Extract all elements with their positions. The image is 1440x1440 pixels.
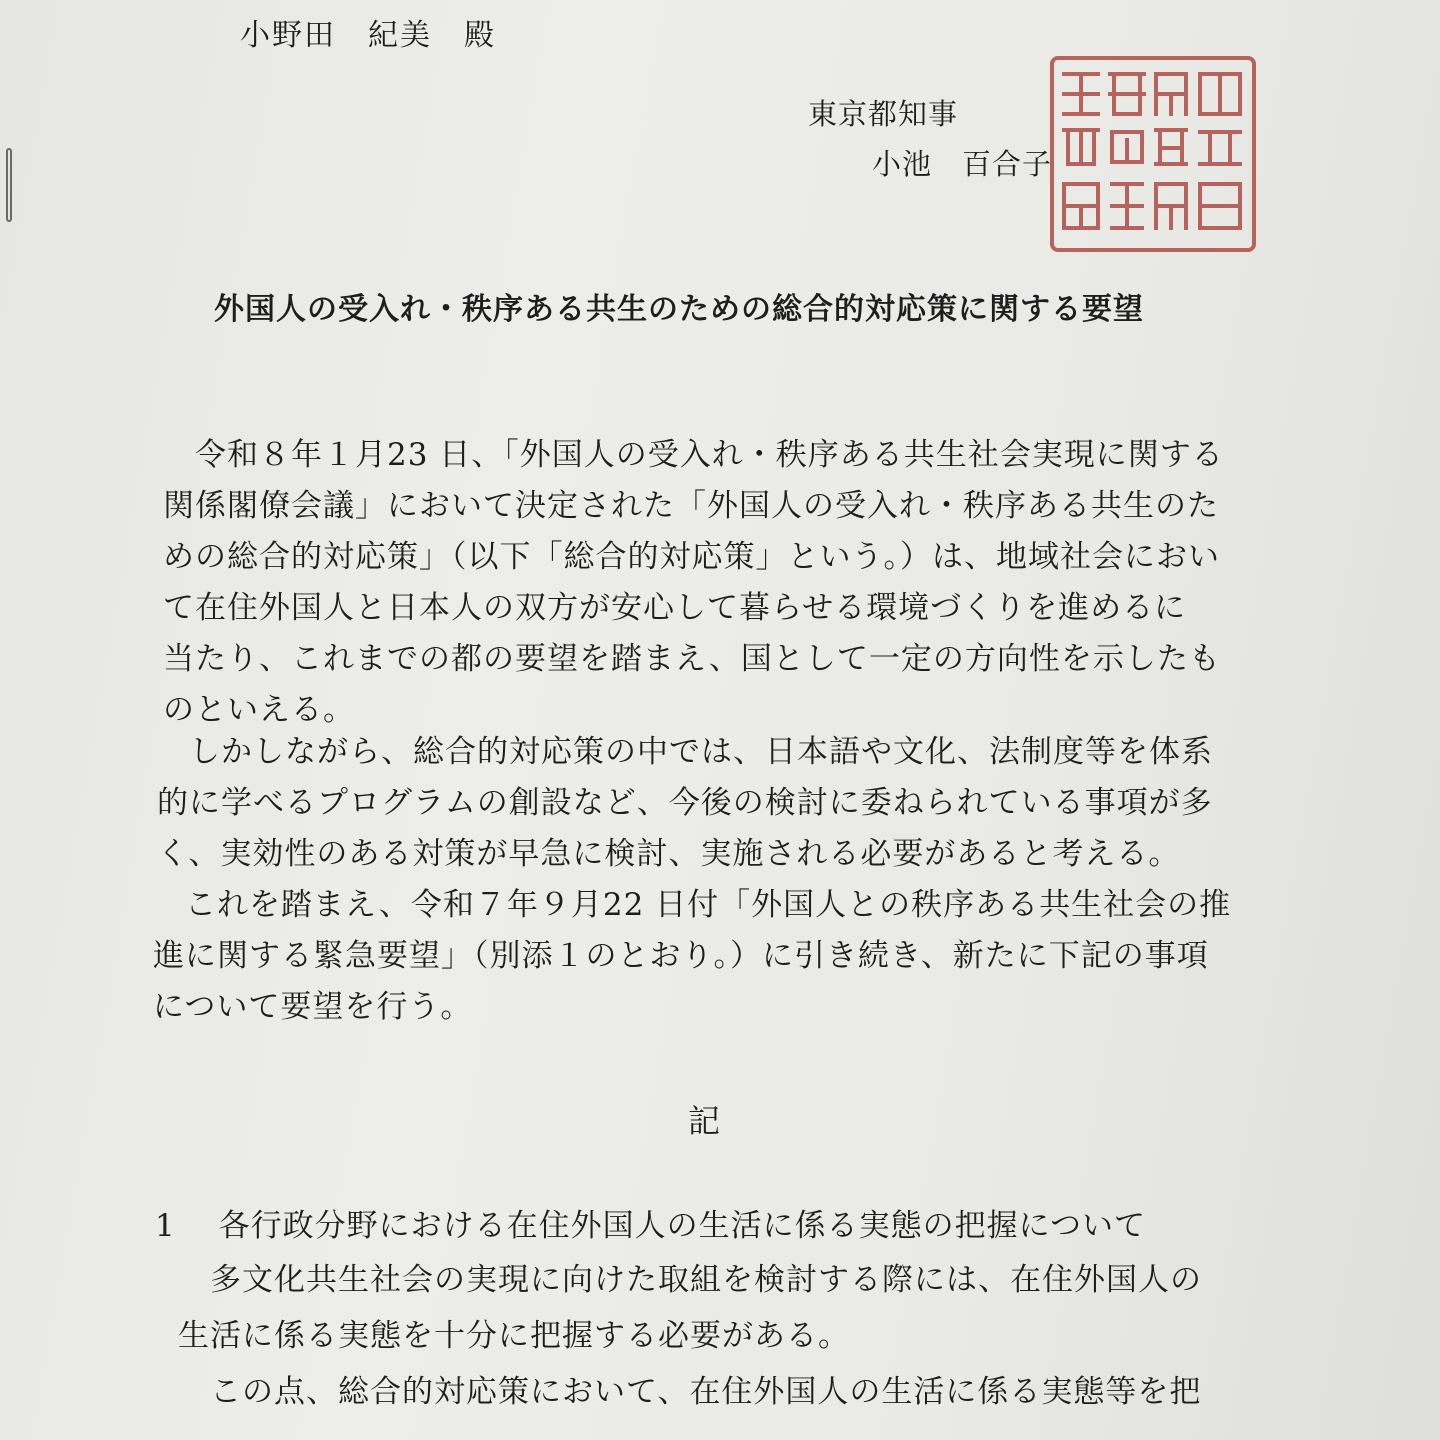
paragraph-2-line: しかしながら、総合的対応策の中では、日本語や文化、法制度等を体系 <box>157 734 1213 770</box>
paragraph-2 <box>157 727 1257 880</box>
paragraph-1-line: 関係閣僚会議」において決定された「外国人の受入れ・秩序ある共生のた <box>163 488 1219 524</box>
sender-organization: 東京都知事 <box>808 97 959 131</box>
sender-name: 小池 百合子 <box>872 147 1053 181</box>
paragraph-1 <box>163 430 1253 736</box>
paragraph-3-line: 進に関する緊急要望」（別添１のとおり。）に引き続き、新たに下記の事項 <box>153 938 1209 974</box>
item-1-body <box>178 1252 1278 1420</box>
item-1-body-line: この点、総合的対応策において、在住外国人の生活に係る実態等を把 <box>178 1374 1202 1410</box>
staple-mark <box>6 148 12 222</box>
item-1-title: 各行政分野における在住外国人の生活に係る実態の把握について <box>218 1208 1146 1244</box>
paragraph-2-line: く、実効性のある対策が早急に検討、実施される必要があると考える。 <box>157 836 1181 872</box>
paragraph-2-line: 的に学べるプログラムの創設など、今後の検討に委ねられている事項が多 <box>157 785 1213 821</box>
item-1-number: 1 <box>155 1208 176 1244</box>
item-1-body-line: 生活に係る実態を十分に把握する必要がある。 <box>178 1318 850 1354</box>
item-1-body-line: 多文化共生社会の実現に向けた取組を検討する際には、在住外国人の <box>178 1262 1202 1298</box>
paragraph-3-line: これを踏まえ、令和７年９月22 日付「外国人との秩序ある共生社会の推 <box>153 887 1232 923</box>
paragraph-1-line: めの総合的対応策」（以下「総合的対応策」という。）は、地域社会におい <box>163 539 1220 575</box>
seal-glyphs-icon <box>1054 60 1252 248</box>
official-seal-stamp <box>1050 56 1256 252</box>
paragraph-1-line: て在住外国人と日本人の双方が安心して暮らせる環境づくりを進めるに <box>163 590 1187 626</box>
paragraph-1-line: のといえる。 <box>163 692 355 728</box>
paragraph-1-line: 当たり、これまでの都の要望を踏まえ、国として一定の方向性を示したも <box>163 641 1221 677</box>
document-title: 外国人の受入れ・秩序ある共生のための総合的対応策に関する要望 <box>214 292 1144 327</box>
item-1-heading <box>155 1200 1146 1245</box>
paragraph-3 <box>153 880 1263 1033</box>
ki-heading: 記 <box>688 1102 721 1140</box>
paragraph-1-line: 令和８年１月23 日、「外国人の受入れ・秩序ある共生社会実現に関する <box>163 437 1224 473</box>
addressee: 小野田 紀美 殿 <box>240 18 496 53</box>
paragraph-3-line: について要望を行う。 <box>153 989 473 1025</box>
